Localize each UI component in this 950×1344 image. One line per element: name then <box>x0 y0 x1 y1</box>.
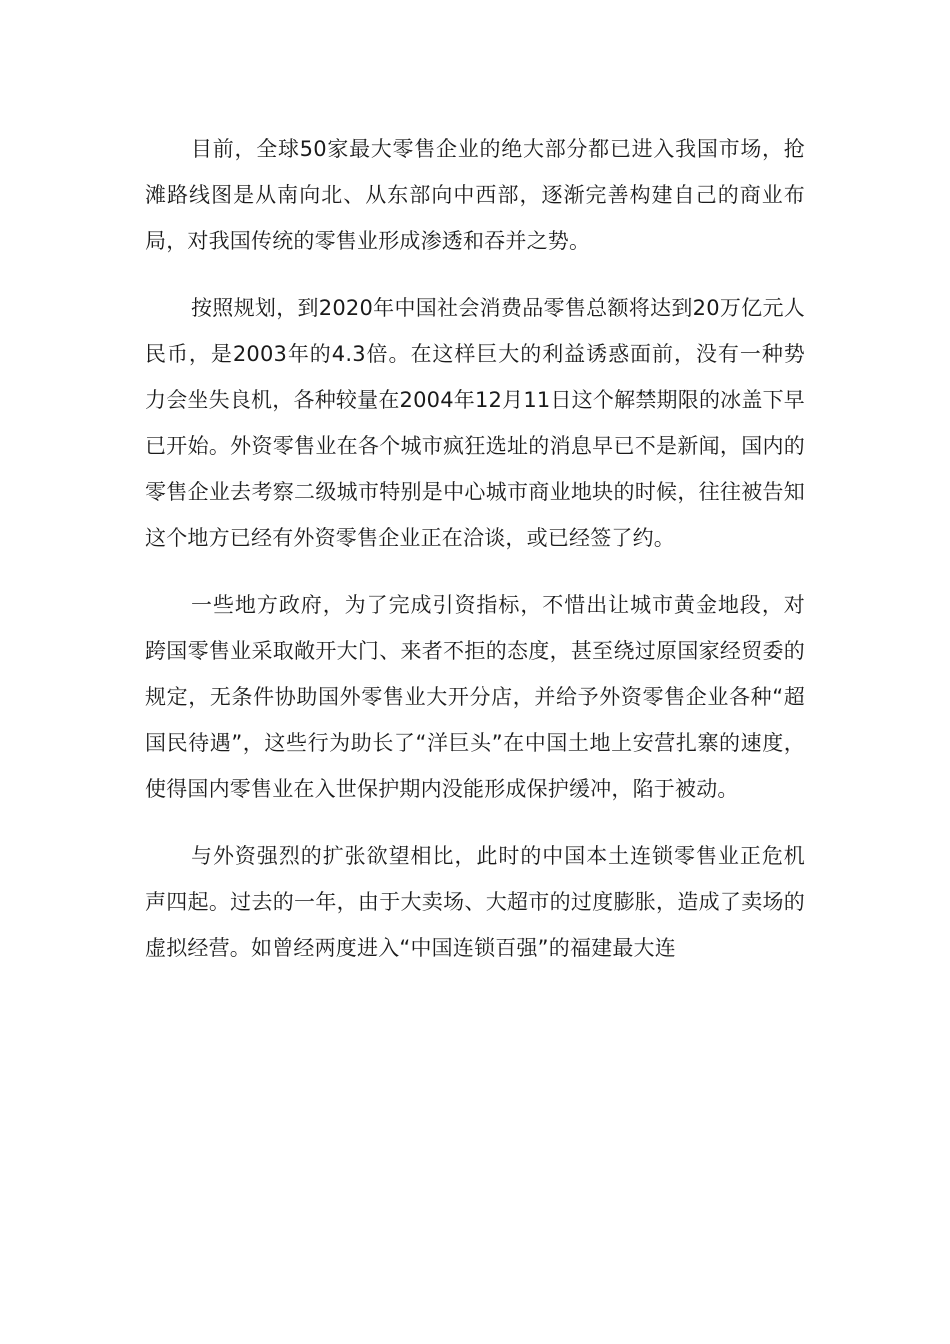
paragraph-3: 一些地方政府，为了完成引资指标，不惜出让城市黄金地段，对跨国零售业采取敞开大门、来者不拒的态度，甚至绕过原国家经贸委的规定，无条件协助国外零售业大开分店，并给予外资零售企业各种“超国民待遇”，这些行为助长了“洋巨头”在中国土地上安营扎寨的速度，使得国内零售业在入世保护期内没能形成保护缓冲，陷于被动。 <box>145 593 805 801</box>
paragraph-2: 按照规划，到2020年中国社会消费品零售总额将达到20万亿元人民币，是2003年的4.3倍。在这样巨大的利益诱惑面前，没有一种势力会坐失良机，各种较量在2004年12月11日这个解禁期限的冰盖下早已开始。外资零售业在各个城市疯狂选址的消息早已不是新闻，国内的零售企业去考察二级城市特别是中心城市商业地块的时候，往往被告知这个地方已经有外资零售企业正在洽谈，或已经签了约。 <box>145 296 805 550</box>
paragraph-1: 目前，全球50家最大零售企业的绝大部分都已进入我国市场，抢滩路线图是从南向北、从东部向中西部，逐渐完善构建自己的商业布局，对我国传统的零售业形成渗透和吞并之势。 <box>145 137 805 253</box>
document-body <box>145 126 805 971</box>
paragraph-4: 与外资强烈的扩张欲望相比，此时的中国本土连锁零售业正危机声四起。过去的一年，由于大卖场、大超市的过度膨胀，造成了卖场的虚拟经营。如曾经两度进入“中国连锁百强”的福建最大连 <box>145 844 805 960</box>
